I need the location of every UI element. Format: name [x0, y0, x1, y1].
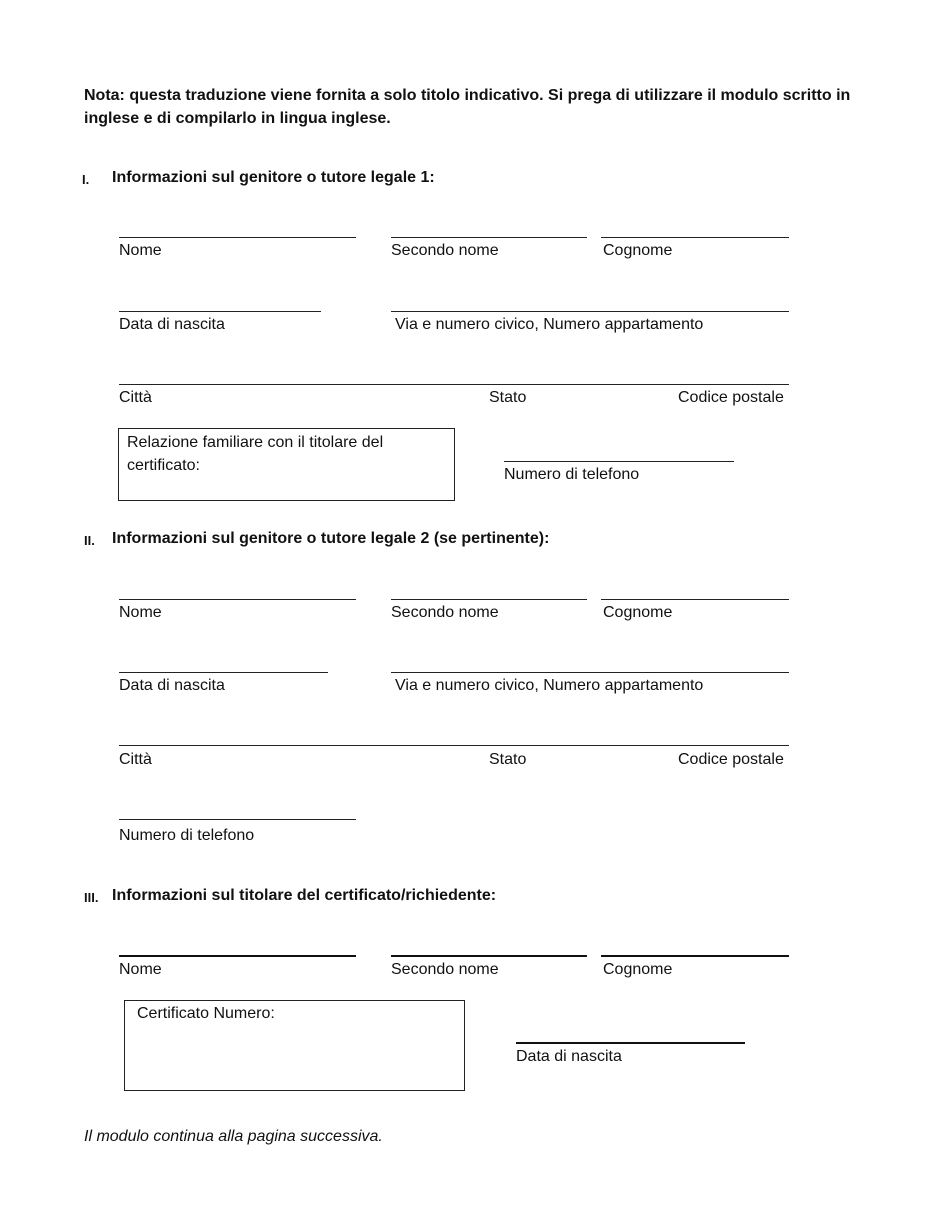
- s3-certificate-number-label: Certificato Numero:: [137, 1005, 275, 1022]
- s1-middle-name-label: Secondo nome: [391, 242, 499, 259]
- s1-last-name-field[interactable]: [601, 237, 789, 238]
- section-3-title: Informazioni sul titolare del certificato/richiedente:: [112, 887, 497, 904]
- s1-phone-field[interactable]: [504, 461, 734, 462]
- s2-phone-field[interactable]: [119, 819, 356, 820]
- section-2-number: II.: [84, 533, 95, 548]
- s2-street-label: Via e numero civico, Numero appartamento: [395, 677, 704, 694]
- s1-street-label: Via e numero civico, Numero appartamento: [395, 316, 704, 333]
- s1-city-label: Città: [119, 389, 152, 406]
- s2-city-label: Città: [119, 751, 152, 768]
- s2-city-state-zip-field[interactable]: [119, 745, 789, 746]
- translation-note: Nota: questa traduzione viene fornita a solo titolo indicativo. Si prega di utilizzare il modulo scritto in inglese e di compilarlo in lingua inglese.: [84, 87, 851, 127]
- section-1-number: I.: [82, 172, 90, 187]
- s1-last-name-label: Cognome: [603, 242, 673, 259]
- s3-dob-field[interactable]: [516, 1042, 745, 1044]
- s1-relationship-label: Relazione familiare con il titolare del certificato:: [127, 434, 384, 474]
- s2-street-field[interactable]: [391, 672, 789, 673]
- section-2-title: Informazioni sul genitore o tutore legale 2 (se pertinente):: [112, 530, 550, 547]
- s1-state-label: Stato: [489, 389, 527, 406]
- s1-zip-label: Codice postale: [678, 389, 784, 406]
- s2-first-name-label: Nome: [119, 604, 162, 621]
- s3-first-name-field[interactable]: [119, 955, 356, 957]
- s1-phone-label: Numero di telefono: [504, 466, 640, 483]
- s2-phone-label: Numero di telefono: [119, 827, 255, 844]
- s2-zip-label: Codice postale: [678, 751, 784, 768]
- s2-dob-label: Data di nascita: [119, 677, 225, 694]
- continued-note: Il modulo continua alla pagina successiva.: [84, 1128, 383, 1145]
- s3-certificate-number-box[interactable]: [124, 1000, 465, 1091]
- s1-dob-field[interactable]: [119, 311, 321, 312]
- s1-first-name-field[interactable]: [119, 237, 356, 238]
- section-3-number: III.: [84, 890, 99, 905]
- s1-city-state-zip-field[interactable]: [119, 384, 789, 385]
- s2-dob-field[interactable]: [119, 672, 328, 673]
- s2-state-label: Stato: [489, 751, 527, 768]
- s2-middle-name-field[interactable]: [391, 599, 587, 600]
- s1-street-field[interactable]: [391, 311, 789, 312]
- s2-last-name-field[interactable]: [601, 599, 789, 600]
- s3-dob-label: Data di nascita: [516, 1048, 622, 1065]
- s3-last-name-field[interactable]: [601, 955, 789, 957]
- section-1-title: Informazioni sul genitore o tutore legale 1:: [112, 169, 435, 186]
- s1-dob-label: Data di nascita: [119, 316, 225, 333]
- s1-first-name-label: Nome: [119, 242, 162, 259]
- s3-last-name-label: Cognome: [603, 961, 673, 978]
- s1-middle-name-field[interactable]: [391, 237, 587, 238]
- s3-middle-name-field[interactable]: [391, 955, 587, 957]
- s2-first-name-field[interactable]: [119, 599, 356, 600]
- s3-middle-name-label: Secondo nome: [391, 961, 499, 978]
- s1-relationship-box[interactable]: [118, 428, 455, 501]
- s3-first-name-label: Nome: [119, 961, 162, 978]
- s2-last-name-label: Cognome: [603, 604, 673, 621]
- s2-middle-name-label: Secondo nome: [391, 604, 499, 621]
